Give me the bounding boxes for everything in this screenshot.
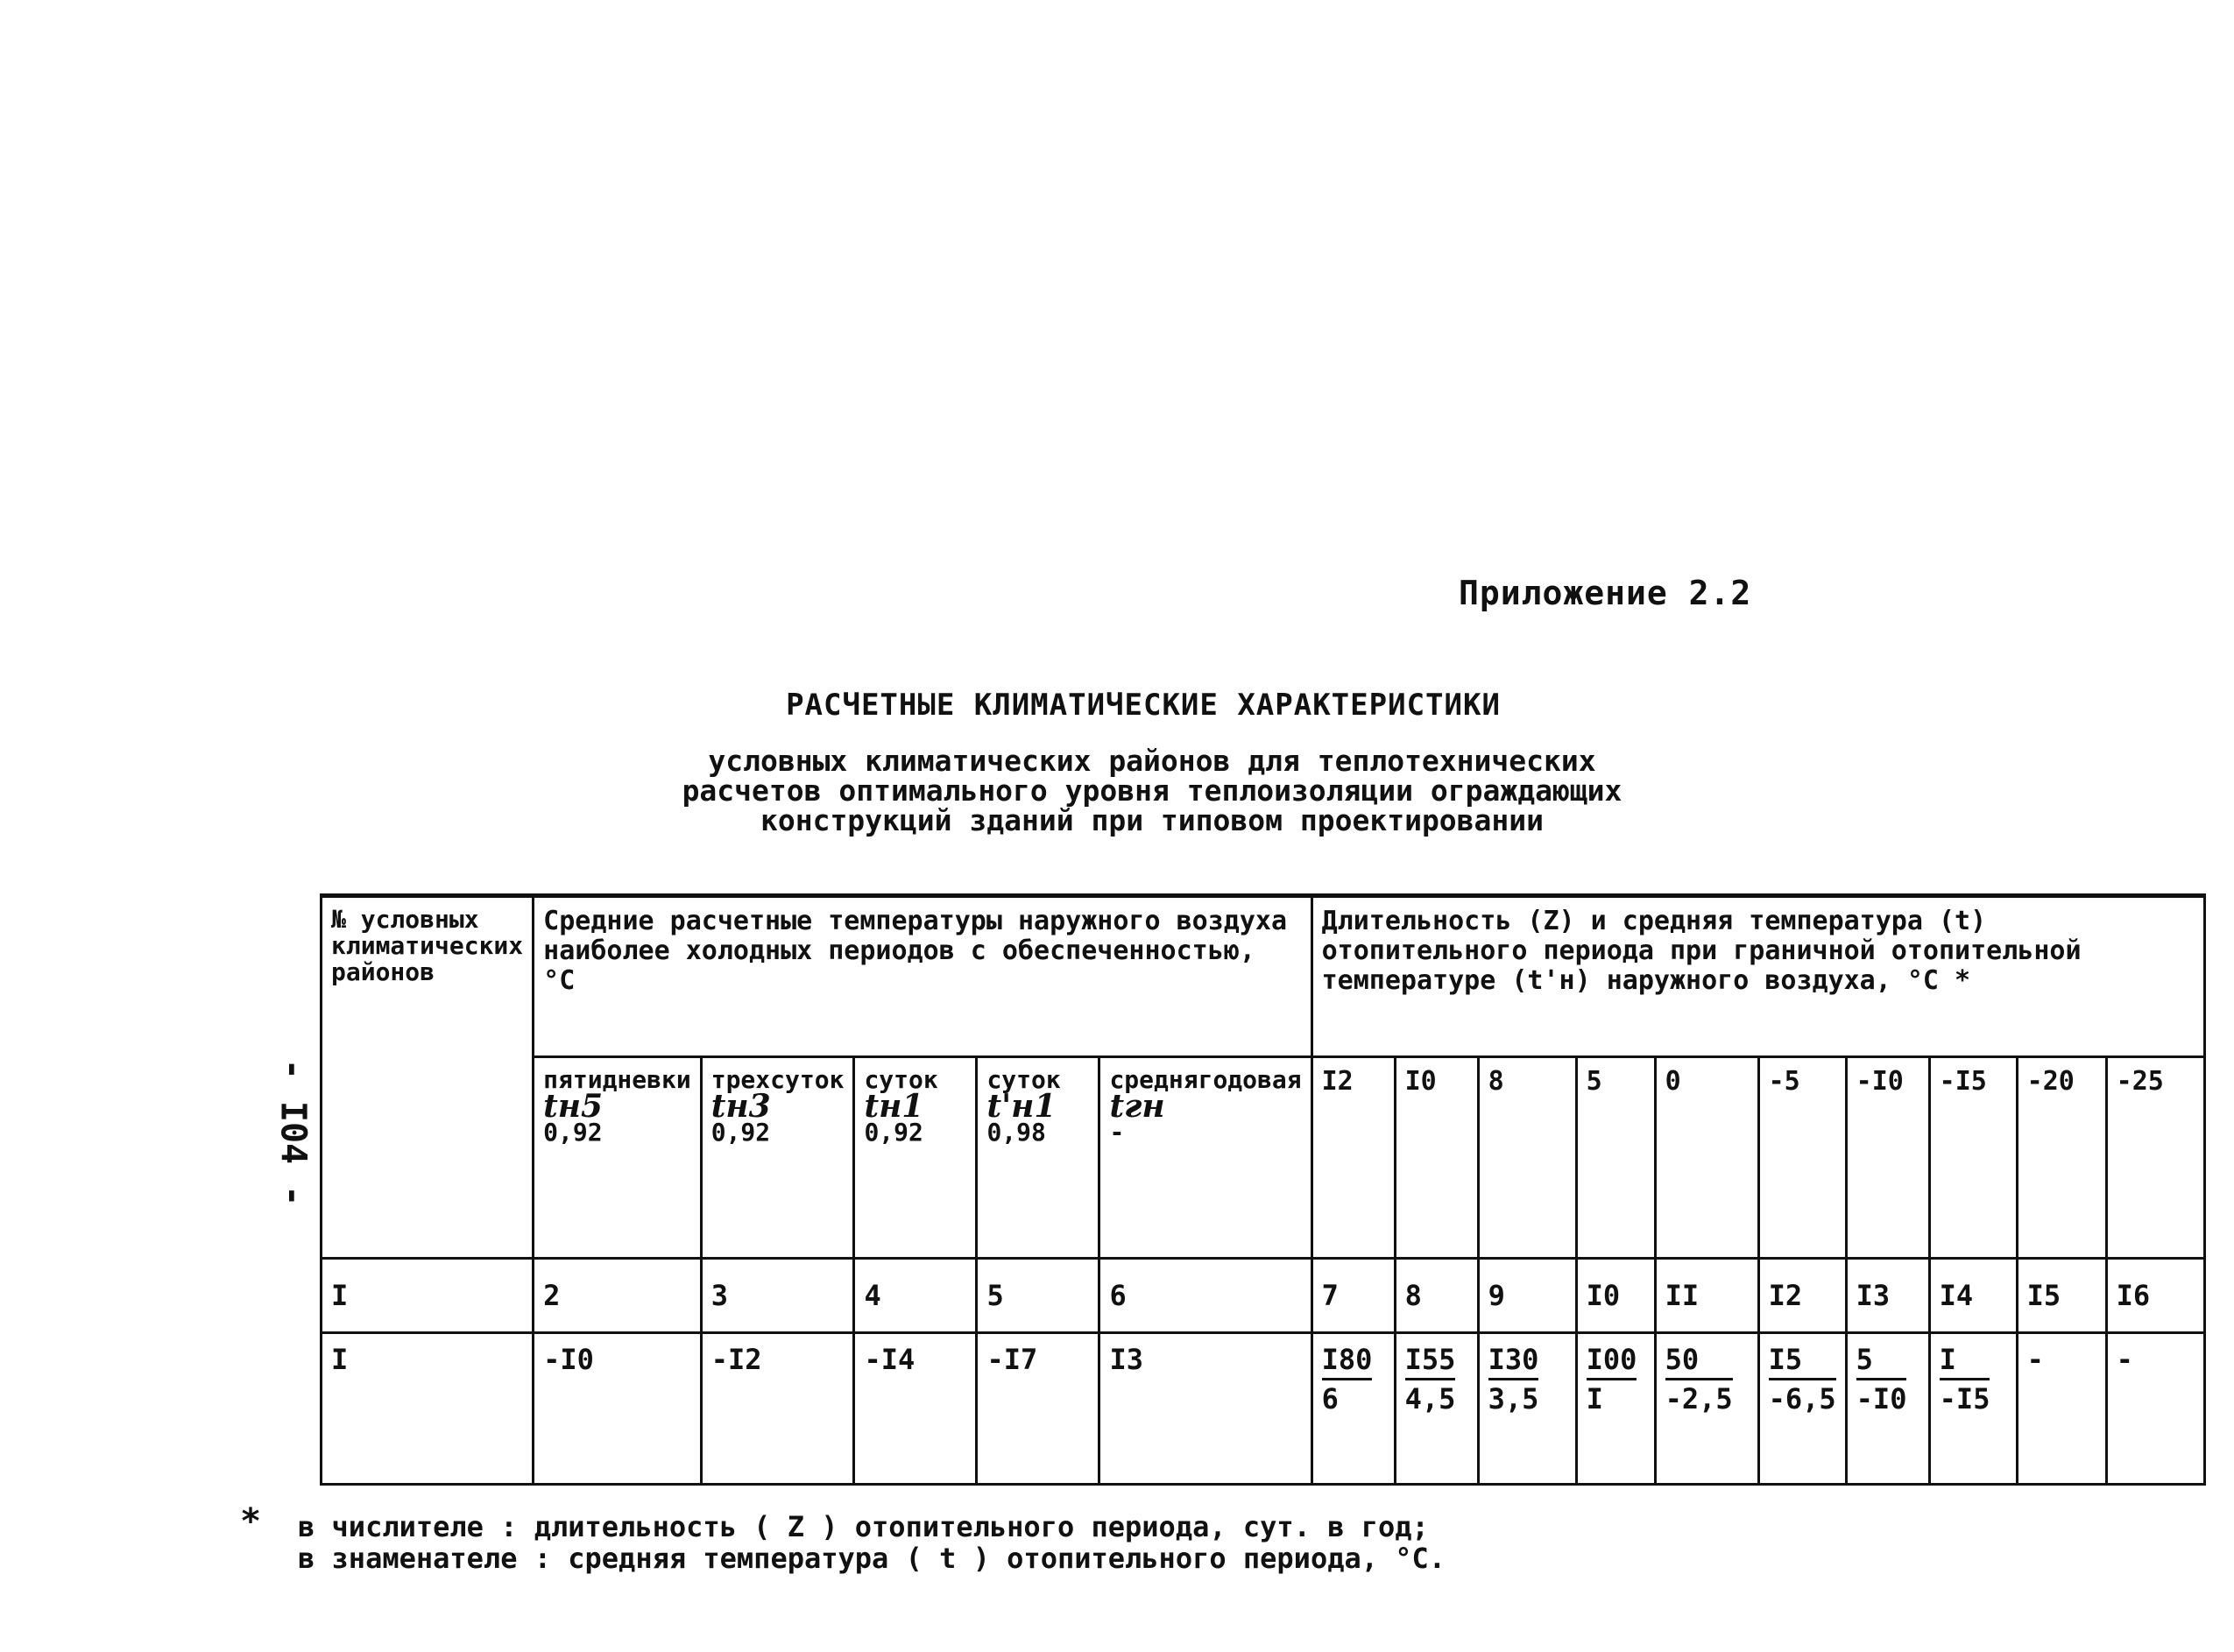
period-duration: I — [1940, 1343, 1990, 1380]
subcol-probability: 0,98 — [986, 1118, 1046, 1147]
column-index: 3 — [701, 1259, 854, 1333]
period-cell — [1395, 1333, 1478, 1485]
subcol-probability: 0,92 — [543, 1118, 603, 1147]
subtitle-line: расчетов оптимального уровня теплоизоляции ограждающих — [682, 773, 1622, 808]
subcol-header — [701, 1057, 854, 1259]
period-duration: - — [2026, 1343, 2044, 1376]
design-temp-cell: -I0 — [534, 1333, 702, 1485]
climate-table-wrapper — [320, 893, 2206, 1486]
subcol-header — [854, 1057, 977, 1259]
region-number-header: № условных климатических районов — [322, 896, 534, 1259]
period-duration: 5 — [1856, 1343, 1907, 1380]
boundary-temp-header: I0 — [1395, 1057, 1478, 1259]
column-index: 5 — [977, 1259, 1099, 1333]
boundary-temp-header: 5 — [1576, 1057, 1655, 1259]
column-index: I2 — [1758, 1259, 1846, 1333]
period-mean-temp: 3,5 — [1488, 1382, 1539, 1415]
period-cell — [1478, 1333, 1576, 1485]
column-index: I0 — [1576, 1259, 1655, 1333]
period-duration: I80 — [1322, 1343, 1373, 1380]
column-index: 2 — [534, 1259, 702, 1333]
period-duration: I30 — [1488, 1343, 1539, 1380]
region-number: I — [322, 1333, 534, 1485]
period-mean-temp: 6 — [1321, 1382, 1339, 1415]
footnote-star: * — [240, 1501, 262, 1542]
subcol-probability: - — [1109, 1118, 1125, 1147]
period-cell — [1576, 1333, 1655, 1485]
design-temps-group-header: Средние расчетные температуры наружного воздуха наиболее холодных периодов с обеспеченностью, °С — [534, 896, 1311, 1057]
design-temp-cell: -I4 — [854, 1333, 977, 1485]
period-cell — [1311, 1333, 1395, 1485]
period-cell — [1655, 1333, 1758, 1485]
period-cell — [2106, 1333, 2204, 1485]
document-subtitle — [0, 746, 2234, 836]
column-index: 6 — [1099, 1259, 1311, 1333]
footnote — [240, 1501, 1446, 1575]
period-cell — [1929, 1333, 2017, 1485]
boundary-temp-header: 0 — [1655, 1057, 1758, 1259]
subcol-header — [977, 1057, 1099, 1259]
design-temp-cell: I3 — [1099, 1333, 1311, 1485]
period-mean-temp: -2,5 — [1665, 1382, 1733, 1415]
period-duration: 50 — [1665, 1343, 1733, 1380]
column-index: 7 — [1311, 1259, 1395, 1333]
subcol-probability: 0,92 — [710, 1118, 771, 1147]
subcol-symbol: tн3 — [710, 1088, 771, 1125]
document-title: РАСЧЕТНЫЕ КЛИМАТИЧЕСКИЕ ХАРАКТЕРИСТИКИ — [786, 688, 1501, 723]
subcol-label: среднягодовая — [1109, 1065, 1302, 1094]
period-duration: - — [2116, 1343, 2133, 1376]
column-index: I4 — [1929, 1259, 2017, 1333]
boundary-temp-header: -I0 — [1846, 1057, 1929, 1259]
period-cell — [1758, 1333, 1846, 1485]
subcol-symbol: tн5 — [543, 1088, 604, 1125]
column-index-row — [322, 1259, 2205, 1333]
subtitle-line: конструкций зданий при типовом проектировании — [760, 803, 1545, 837]
period-mean-temp: -I0 — [1856, 1382, 1907, 1415]
column-index: I3 — [1846, 1259, 1929, 1333]
design-temp-cell: -I2 — [701, 1333, 854, 1485]
boundary-temp-header: -20 — [2017, 1057, 2106, 1259]
boundary-temp-header: 8 — [1478, 1057, 1576, 1259]
boundary-temp-header: I2 — [1311, 1057, 1395, 1259]
period-cell — [1846, 1333, 1929, 1485]
subcol-probability: 0,92 — [864, 1118, 923, 1147]
boundary-temp-header: -I5 — [1929, 1057, 2017, 1259]
boundary-temp-header: -5 — [1758, 1057, 1846, 1259]
column-index: 4 — [854, 1259, 977, 1333]
period-mean-temp: -6,5 — [1768, 1382, 1836, 1415]
subcol-symbol: t'н1 — [986, 1088, 1057, 1125]
design-temp-cell: -I7 — [977, 1333, 1099, 1485]
column-index: 9 — [1478, 1259, 1576, 1333]
column-index: I5 — [2017, 1259, 2106, 1333]
column-index: II — [1655, 1259, 1758, 1333]
period-cell — [2017, 1333, 2106, 1485]
boundary-temp-header: -25 — [2106, 1057, 2204, 1259]
subtitle-line: условных климатических районов для теплотехнических — [708, 744, 1596, 778]
period-mean-temp: 4,5 — [1404, 1382, 1456, 1415]
column-index: I6 — [2106, 1259, 2204, 1333]
footnote-denominator-note: в знаменателе : средняя температура ( t ) отопительного периода, °С. — [298, 1542, 1446, 1575]
climate-table — [320, 893, 2206, 1486]
page-number: - I04 - — [272, 1058, 314, 1207]
subcol-label: суток — [986, 1065, 1061, 1094]
heating-period-group-header: Длительность (Z) и средняя температура (t) отопительного периода при граничной отопительной температуре (t'н) наружного воздуха, °С * — [1311, 896, 2204, 1057]
subcol-label: пятидневки — [543, 1065, 691, 1094]
subcol-symbol: tн1 — [864, 1088, 924, 1125]
period-mean-temp: -I5 — [1939, 1382, 1990, 1415]
subcol-label: трехсуток — [710, 1065, 845, 1094]
subcol-label: суток — [864, 1065, 938, 1094]
period-mean-temp: I — [1586, 1382, 1603, 1415]
column-index: 8 — [1395, 1259, 1478, 1333]
subcol-symbol: tгн — [1109, 1088, 1165, 1125]
period-duration: I00 — [1587, 1343, 1637, 1380]
column-index: I — [322, 1259, 534, 1333]
appendix-label: Приложение 2.2 — [1459, 574, 1752, 612]
period-duration: I5 — [1769, 1343, 1836, 1380]
table-row — [322, 1333, 2205, 1485]
subcol-header — [534, 1057, 702, 1259]
period-duration: I55 — [1405, 1343, 1456, 1380]
subcol-header — [1099, 1057, 1311, 1259]
footnote-numerator-note: в числителе : длительность ( Z ) отопительного периода, сут. в год; — [298, 1510, 1429, 1543]
